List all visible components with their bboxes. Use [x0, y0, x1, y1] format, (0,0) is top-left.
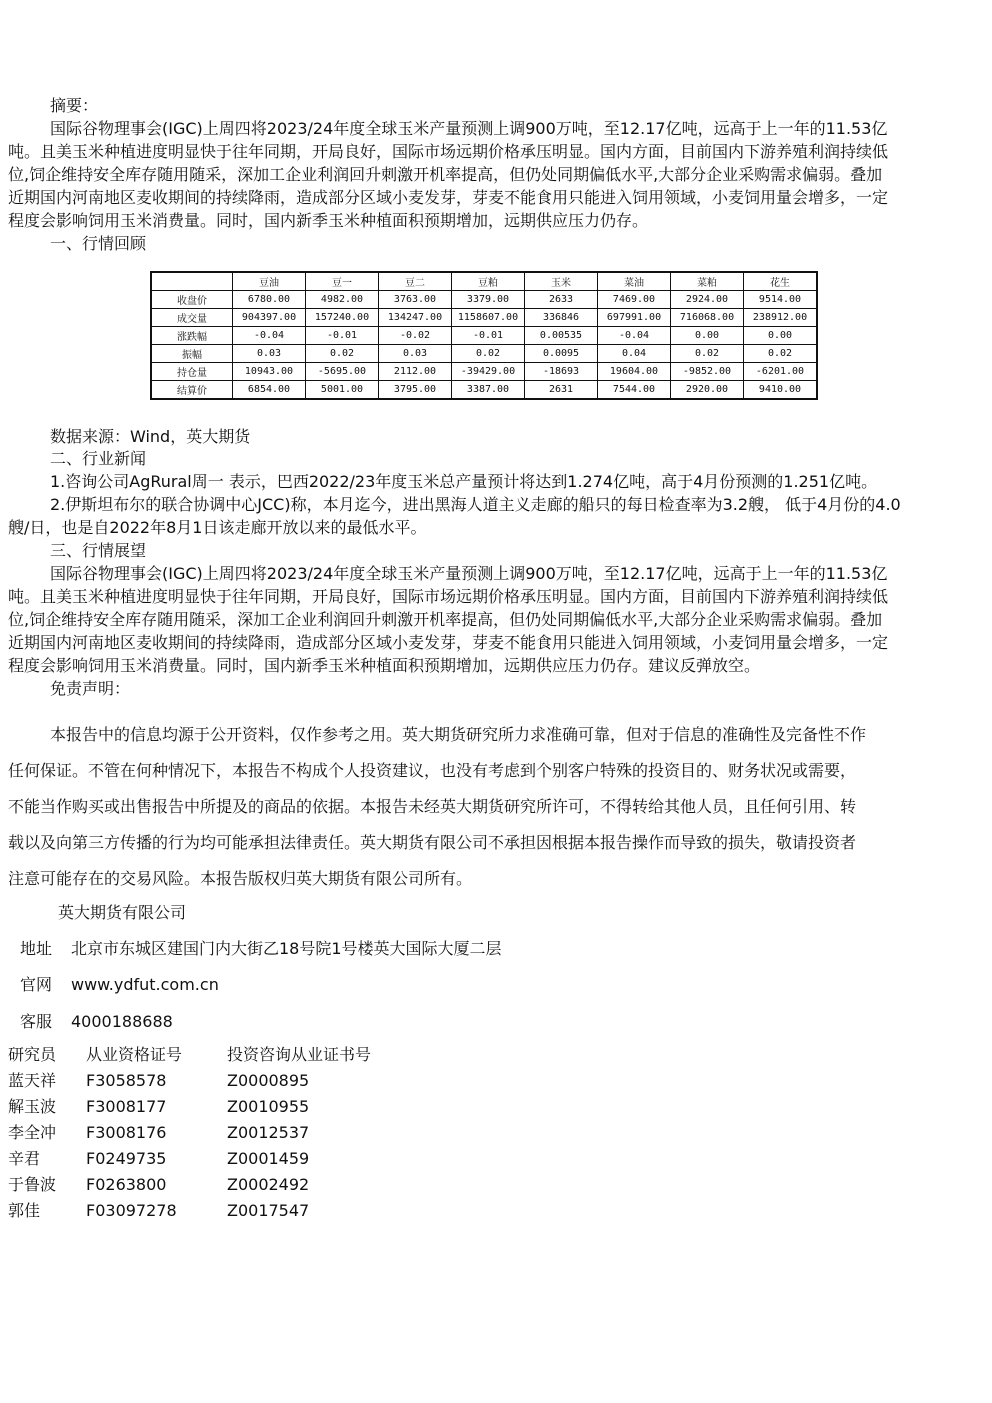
researcher-name: 解玉波	[8, 1097, 57, 1116]
news-item-2-line-2: 艘/日，也是自2022年8月1日该走廊开放以来的最低水平。	[8, 518, 427, 537]
outlook-line-3: 位,饲企维持安全库存随用随采，深加工企业利润回升刺激开机率提高，但仍处同期偏低水平,大部分企业采购需求偏弱。叠加	[8, 610, 883, 629]
consulting-number: Z0012537	[227, 1123, 310, 1142]
consulting-number: Z0001459	[227, 1149, 310, 1168]
consulting-number: Z0017547	[227, 1201, 310, 1220]
quote-header-cell: 玉米	[525, 272, 598, 291]
quote-header-cell: 花生	[744, 272, 818, 291]
summary-line-4: 近期国内河南地区麦收期间的持续降雨，造成部分区域小麦发芽，芽麦不能食用只能进入饲用领域，小麦饲用量会增多，一定	[8, 188, 889, 207]
table-cell: 2112.00	[379, 363, 452, 381]
table-cell: 0.02	[671, 345, 744, 363]
row-label: 振幅	[151, 345, 233, 363]
table-cell: 6854.00	[233, 381, 306, 400]
table-cell: 716068.00	[671, 309, 744, 327]
researcher-name: 李全冲	[8, 1123, 57, 1142]
qualification-number: F3008176	[86, 1123, 167, 1142]
quote-header-cell: 豆油	[233, 272, 306, 291]
table-row	[8, 1198, 371, 1224]
row-label: 持仓量	[151, 363, 233, 381]
table-row	[8, 1094, 371, 1120]
table-row	[151, 309, 817, 327]
table-cell: -5695.00	[306, 363, 379, 381]
consulting-number: Z0010955	[227, 1097, 310, 1116]
researcher-header: 研究员	[8, 1045, 57, 1064]
table-row	[151, 291, 817, 309]
table-cell: 3379.00	[452, 291, 525, 309]
table-cell: 7544.00	[598, 381, 671, 400]
service-label: 客服	[20, 1012, 53, 1031]
consulting-header: 投资咨询从业证书号	[227, 1045, 372, 1064]
table-cell: 134247.00	[379, 309, 452, 327]
qualification-number: F03097278	[86, 1201, 177, 1220]
row-label: 涨跌幅	[151, 327, 233, 345]
data-source: 数据来源：Wind，英大期货	[50, 427, 251, 446]
summary-line-1: 国际谷物理事会(IGC)上周四将2023/24年度全球玉米产量预测上调900万吨，至12.17亿吨，远高于上一年的11.53亿	[50, 119, 888, 138]
disclaimer-line-2: 任何保证。不管在何种情况下，本报告不构成个人投资建议，也没有考虑到个别客户特殊的投资目的、财务状况或需要，	[8, 761, 857, 780]
table-cell: 0.00	[671, 327, 744, 345]
quote-header-cell: 菜油	[598, 272, 671, 291]
quote-header-cell: 豆二	[379, 272, 452, 291]
table-cell: 2631	[525, 381, 598, 400]
table-cell: 19604.00	[598, 363, 671, 381]
table-cell: 4982.00	[306, 291, 379, 309]
table-row	[8, 1120, 371, 1146]
table-cell: 238912.00	[744, 309, 818, 327]
table-cell: 2920.00	[671, 381, 744, 400]
table-row	[151, 345, 817, 363]
table-cell: -39429.00	[452, 363, 525, 381]
summary-line-5: 程度会影响饲用玉米消费量。同时，国内新季玉米种植面积预期增加，远期供应压力仍存。	[8, 211, 649, 230]
table-cell: 0.02	[452, 345, 525, 363]
disclaimer-title: 免责声明：	[50, 679, 131, 698]
table-cell: -0.01	[306, 327, 379, 345]
table-cell: 336846	[525, 309, 598, 327]
quote-header-cell: 豆粕	[452, 272, 525, 291]
qualification-header: 从业资格证号	[86, 1045, 183, 1064]
table-cell: 3387.00	[452, 381, 525, 400]
table-cell: 3795.00	[379, 381, 452, 400]
summary-line-3: 位,饲企维持安全库存随用随采，深加工企业利润回升刺激开机率提高，但仍处同期偏低水平,大部分企业采购需求偏弱。叠加	[8, 165, 883, 184]
table-cell: 7469.00	[598, 291, 671, 309]
qualification-number: F3058578	[86, 1071, 167, 1090]
table-cell: -6201.00	[744, 363, 818, 381]
news-item-1: 1.咨询公司AgRural周一 表示，巴西2022/23年度玉米总产量预计将达到1.274亿吨，高于4月份预测的1.251亿吨。	[50, 472, 878, 491]
news-item-2-line-1: 2.伊斯坦布尔的联合协调中心JCC)称，本月迄今，进出黑海人道主义走廊的船只的每日检查率为3.2艘， 低于4月份的4.0	[50, 495, 901, 514]
summary-line-2: 吨。且美玉米种植进度明显快于往年同期，开局良好，国际市场远期价格承压明显。国内方面，目前国内下游养殖利润持续低	[8, 142, 889, 161]
table-cell: -0.02	[379, 327, 452, 345]
disclaimer-line-1: 本报告中的信息均源于公开资料，仅作参考之用。英大期货研究所力求准确可靠，但对于信息的准确性及完备性不作	[50, 725, 867, 744]
disclaimer-line-4: 载以及向第三方传播的行为均可能承担法律责任。英大期货有限公司不承担因根据本报告操作而导致的损失，敬请投资者	[8, 833, 857, 852]
row-label: 成交量	[151, 309, 233, 327]
website-link[interactable]: www.ydfut.com.cn	[71, 975, 219, 994]
row-label: 收盘价	[151, 291, 233, 309]
table-cell: 0.03	[233, 345, 306, 363]
consulting-number: Z0002492	[227, 1175, 310, 1194]
researcher-name: 蓝天祥	[8, 1071, 57, 1090]
row-label: 结算价	[151, 381, 233, 400]
summary-label: 摘要：	[50, 96, 99, 115]
table-row	[8, 1172, 371, 1198]
quote-header-cell	[151, 272, 233, 291]
researcher-name: 辛君	[8, 1149, 41, 1168]
qualification-number: F0263800	[86, 1175, 167, 1194]
outlook-line-2: 吨。且美玉米种植进度明显快于往年同期，开局良好，国际市场远期价格承压明显。国内方面，目前国内下游养殖利润持续低	[8, 587, 889, 606]
service-phone: 4000188688	[71, 1012, 173, 1031]
table-row	[151, 327, 817, 345]
address-label: 地址	[20, 939, 53, 958]
table-cell: -18693	[525, 363, 598, 381]
disclaimer-line-3: 不能当作购买或出售报告中所提及的商品的依据。本报告未经英大期货研究所许可，不得转给其他人员，且任何引用、转	[8, 797, 857, 816]
table-cell: 0.00	[744, 327, 818, 345]
quote-table	[150, 271, 818, 400]
researchers-header-row	[8, 1042, 371, 1068]
section-outlook-title: 三、行情展望	[50, 541, 147, 560]
table-cell: 10943.00	[233, 363, 306, 381]
table-cell: 0.04	[598, 345, 671, 363]
researcher-name: 郭佳	[8, 1201, 41, 1220]
table-cell: 697991.00	[598, 309, 671, 327]
disclaimer-line-5: 注意可能存在的交易风险。本报告版权归英大期货有限公司所有。	[8, 869, 473, 888]
table-cell: 2633	[525, 291, 598, 309]
researchers-table	[8, 1042, 371, 1224]
company-name: 英大期货有限公司	[58, 903, 187, 922]
section-market-review-title: 一、行情回顾	[50, 234, 147, 253]
table-row	[151, 381, 817, 400]
table-row	[8, 1068, 371, 1094]
qualification-number: F3008177	[86, 1097, 167, 1116]
consulting-number: Z0000895	[227, 1071, 310, 1090]
table-cell: 9410.00	[744, 381, 818, 400]
table-cell: 1158607.00	[452, 309, 525, 327]
table-cell: 157240.00	[306, 309, 379, 327]
quote-header-cell: 菜粕	[671, 272, 744, 291]
table-cell: 0.0095	[525, 345, 598, 363]
table-cell: 0.02	[744, 345, 818, 363]
table-cell: 2924.00	[671, 291, 744, 309]
outlook-line-1: 国际谷物理事会(IGC)上周四将2023/24年度全球玉米产量预测上调900万吨，至12.17亿吨，远高于上一年的11.53亿	[50, 564, 888, 583]
table-cell: -0.04	[598, 327, 671, 345]
section-industry-news-title: 二、行业新闻	[50, 449, 147, 468]
address-value: 北京市东城区建国门内大街乙18号院1号楼英大国际大厦二层	[71, 939, 502, 958]
table-cell: -0.01	[452, 327, 525, 345]
quote-header-cell: 豆一	[306, 272, 379, 291]
table-cell: 6780.00	[233, 291, 306, 309]
table-cell: -9852.00	[671, 363, 744, 381]
table-cell: 3763.00	[379, 291, 452, 309]
table-cell: -0.04	[233, 327, 306, 345]
table-cell: 0.03	[379, 345, 452, 363]
quote-header-row	[151, 272, 817, 291]
table-cell: 0.00535	[525, 327, 598, 345]
researcher-name: 于鲁波	[8, 1175, 57, 1194]
table-row	[8, 1146, 371, 1172]
table-cell: 904397.00	[233, 309, 306, 327]
qualification-number: F0249735	[86, 1149, 167, 1168]
outlook-line-5: 程度会影响饲用玉米消费量。同时，国内新季玉米种植面积预期增加，远期供应压力仍存。建议反弹放空。	[8, 656, 761, 675]
outlook-line-4: 近期国内河南地区麦收期间的持续降雨，造成部分区域小麦发芽，芽麦不能食用只能进入饲用领域，小麦饲用量会增多，一定	[8, 633, 889, 652]
website-label: 官网	[20, 975, 53, 994]
table-row	[151, 363, 817, 381]
table-cell: 0.02	[306, 345, 379, 363]
table-cell: 9514.00	[744, 291, 818, 309]
table-cell: 5001.00	[306, 381, 379, 400]
